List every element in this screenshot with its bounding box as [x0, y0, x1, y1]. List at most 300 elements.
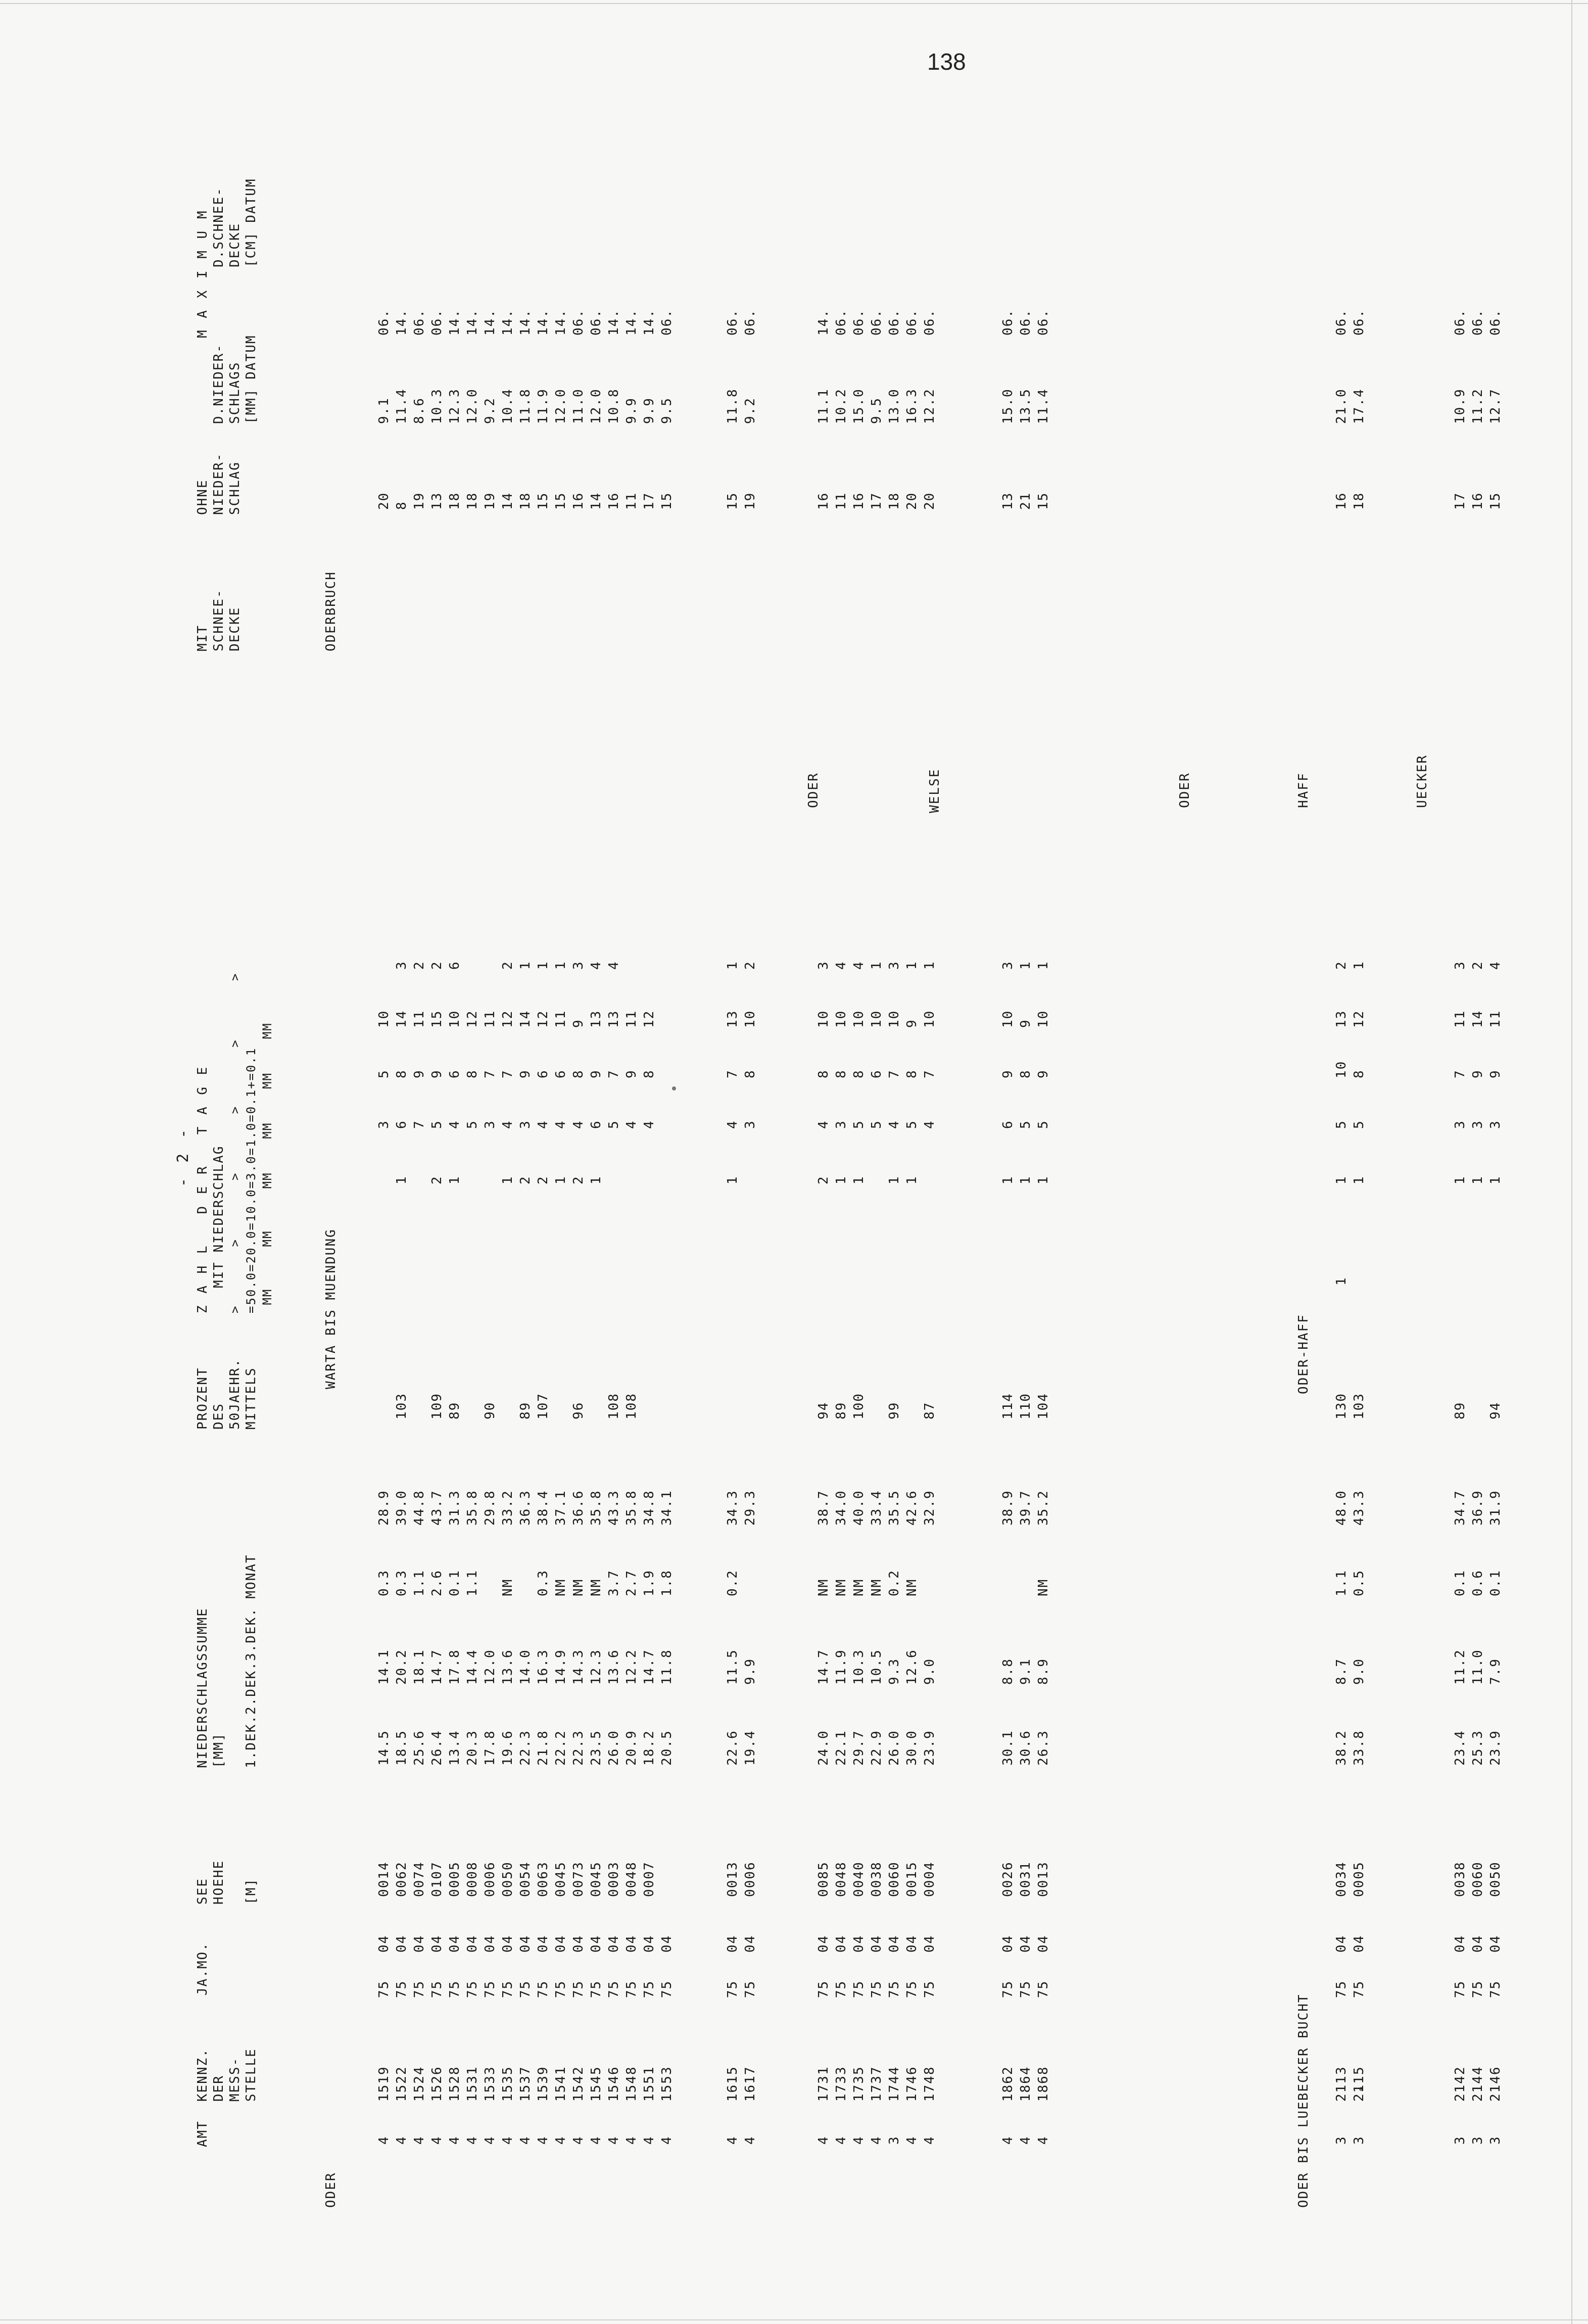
cell-kennz: 1533	[483, 2066, 498, 2102]
cell-ja: 75	[571, 1980, 586, 1998]
cell-t1: 8	[465, 1069, 480, 1078]
cell-d1: 23.5	[589, 1730, 604, 1766]
cell-see: 0062	[394, 1861, 409, 1897]
cell-amt: 4	[376, 2136, 392, 2145]
cell-mo: 04	[922, 1934, 937, 1953]
cell-t01: 9	[1018, 1019, 1033, 1028]
cell-tp: 3	[1000, 961, 1016, 970]
cell-tp: 2	[1334, 961, 1349, 970]
cell-t01: 11	[483, 1010, 498, 1028]
cell-see: 0004	[922, 1861, 937, 1897]
cell-amt: 4	[412, 2136, 427, 2145]
cell-d2: 11.8	[659, 1649, 675, 1685]
cell-d3: 2.7	[624, 1570, 639, 1596]
cell-t3: 6	[394, 1120, 409, 1129]
cell-amt: 3	[1334, 2136, 1349, 2145]
cell-d3: NM	[500, 1578, 515, 1596]
cell-kennz: 1539	[536, 2066, 551, 2102]
cell-monat: 34.0	[834, 1490, 849, 1526]
cell-mo: 04	[1018, 1934, 1033, 1953]
cell-d2: 14.7	[816, 1649, 831, 1685]
cell-maxnsd: 06.	[851, 309, 867, 336]
cell-amt: 4	[743, 2136, 758, 2145]
cell-ja: 75	[642, 1980, 657, 1998]
cell-t10: 1	[447, 1175, 462, 1184]
cell-ja: 75	[1000, 1980, 1016, 1998]
cell-maxnsd: 06.	[887, 309, 902, 336]
cell-t1: 8	[743, 1069, 758, 1078]
cell-maxns: 11.8	[725, 388, 740, 424]
cell-tp: 1	[1018, 961, 1033, 970]
cell-t1: 7	[606, 1069, 621, 1078]
cell-t01: 11	[624, 1010, 639, 1028]
cell-d3: 0.2	[887, 1570, 902, 1596]
cell-kennz: 1862	[1000, 2066, 1016, 2102]
cell-d2: 14.1	[376, 1649, 392, 1685]
table-row	[376, 0, 392, 2324]
cell-maxnsd: 06.	[1453, 309, 1468, 336]
cell-ohne: 18	[447, 492, 462, 510]
cell-t1: 9	[589, 1069, 604, 1078]
cell-mo: 04	[1470, 1934, 1485, 1953]
cell-kennz: 1735	[851, 2066, 867, 2102]
cell-see: 0003	[606, 1861, 621, 1897]
cell-maxnsd: 06.	[834, 309, 849, 336]
cell-t01: 14	[1470, 1010, 1485, 1028]
cell-monat: 40.0	[851, 1490, 867, 1526]
cell-amt: 4	[834, 2136, 849, 2145]
cell-mo: 04	[851, 1934, 867, 1953]
cell-ohne: 15	[553, 492, 568, 510]
cell-t3: 6	[1000, 1120, 1016, 1129]
cell-d1: 19.6	[500, 1730, 515, 1766]
cell-d1: 26.4	[429, 1730, 445, 1766]
table-row	[1000, 0, 1016, 2324]
cell-amt: 3	[1488, 2136, 1503, 2145]
cell-proz: 108	[624, 1393, 639, 1419]
cell-t1: 8	[816, 1069, 831, 1078]
cell-d3: NM	[869, 1578, 884, 1596]
cell-proz: 108	[606, 1393, 621, 1419]
cell-maxnsd: 06.	[1470, 309, 1485, 336]
cell-t1: 8	[904, 1069, 920, 1078]
cell-t10: 1	[394, 1175, 409, 1184]
cell-maxns: 10.8	[606, 388, 621, 424]
cell-tp: 3	[571, 961, 586, 970]
cell-t01: 11	[1453, 1010, 1468, 1028]
header-ohne-niederschlag: OHNE NIEDER- SCHLAG	[195, 452, 243, 515]
header-niederschlagssumme: NIEDERSCHLAGSSUMME [MM] 1.DEK.2.DEK.3.DEK. MONAT	[195, 1554, 259, 1768]
cell-d3: NM	[816, 1578, 831, 1596]
cell-t01: 9	[904, 1019, 920, 1028]
cell-t3: 5	[1036, 1120, 1051, 1129]
cell-proz: 110	[1018, 1393, 1033, 1419]
cell-d2: 12.3	[589, 1649, 604, 1685]
cell-d2: 8.8	[1000, 1658, 1016, 1685]
cell-maxns: 21.0	[1334, 388, 1349, 424]
header-jamo: JA.MO.	[195, 1942, 210, 1996]
cell-maxnsd: 06.	[1000, 309, 1016, 336]
cell-tp: 2	[412, 961, 427, 970]
cell-d2: 12.0	[483, 1649, 498, 1685]
cell-t01: 13	[725, 1010, 740, 1028]
cell-mo: 04	[1036, 1934, 1051, 1953]
cell-d3: NM	[1036, 1578, 1051, 1596]
cell-mo: 04	[834, 1934, 849, 1953]
cell-mo: 04	[376, 1934, 392, 1953]
cell-maxnsd: 06.	[904, 309, 920, 336]
cell-t3: 3	[483, 1120, 498, 1129]
cell-ja: 75	[536, 1980, 551, 1998]
cell-t1: 6	[536, 1069, 551, 1078]
cell-ja: 75	[624, 1980, 639, 1998]
table-row	[465, 0, 480, 2324]
cell-t3: 3	[1488, 1120, 1503, 1129]
cell-t1: 8	[834, 1069, 849, 1078]
cell-ohne: 16	[851, 492, 867, 510]
cell-ohne: 19	[743, 492, 758, 510]
cell-amt: 4	[500, 2136, 515, 2145]
cell-mo: 04	[553, 1934, 568, 1953]
cell-maxnsd: 14.	[518, 309, 533, 336]
cell-amt: 4	[447, 2136, 462, 2145]
cell-mo: 04	[1453, 1934, 1468, 1953]
cell-t1: 9	[1488, 1069, 1503, 1078]
cell-see: 0013	[725, 1861, 740, 1897]
cell-tp: 2	[1470, 961, 1485, 970]
cell-t01: 10	[887, 1010, 902, 1028]
cell-d1: 23.4	[1453, 1730, 1468, 1766]
cell-ja: 75	[1334, 1980, 1349, 1998]
cell-d2: 14.4	[465, 1649, 480, 1685]
cell-d3: NM	[553, 1578, 568, 1596]
cell-tp: 2	[743, 961, 758, 970]
cell-maxns: 12.3	[447, 388, 462, 424]
table-row	[1453, 0, 1468, 2324]
cell-see: 0074	[412, 1861, 427, 1897]
cell-t10: 2	[518, 1175, 533, 1184]
cell-ohne: 20	[922, 492, 937, 510]
cell-kennz: 1537	[518, 2066, 533, 2102]
cell-amt: 4	[1036, 2136, 1051, 2145]
header-maximum: M A X I M U M	[195, 209, 210, 338]
cell-ohne: 16	[816, 492, 831, 510]
cell-d1: 13.4	[447, 1730, 462, 1766]
cell-d2: 9.3	[887, 1658, 902, 1685]
cell-d2: 14.7	[642, 1649, 657, 1685]
cell-d2: 12.2	[624, 1649, 639, 1685]
cell-d3: NM	[834, 1578, 849, 1596]
cell-proz: 89	[447, 1401, 462, 1419]
table-row	[1334, 0, 1349, 2324]
cell-amt: 4	[816, 2136, 831, 2145]
cell-t3: 5	[869, 1120, 884, 1129]
cell-d2: 8.7	[1334, 1658, 1349, 1685]
cell-maxnsd: 06.	[589, 309, 604, 336]
cell-t1: 9	[624, 1069, 639, 1078]
cell-amt: 4	[869, 2136, 884, 2145]
cell-t10: 1	[589, 1175, 604, 1184]
cell-t01: 12	[500, 1010, 515, 1028]
cell-t1: 9	[518, 1069, 533, 1078]
cell-d2: 10.5	[869, 1649, 884, 1685]
cell-maxnsd: 06.	[1334, 309, 1349, 336]
cell-maxnsd: 14.	[500, 309, 515, 336]
cell-monat: 33.2	[500, 1490, 515, 1526]
cell-tp: 1	[725, 961, 740, 970]
cell-ohne: 15	[725, 492, 740, 510]
cell-t1: 9	[412, 1069, 427, 1078]
cell-t01: 10	[869, 1010, 884, 1028]
cell-ohne: 16	[1334, 492, 1349, 510]
cell-kennz: 1615	[725, 2066, 740, 2102]
cell-maxnsd: 06.	[922, 309, 937, 336]
cell-kennz: 1546	[606, 2066, 621, 2102]
cell-tp: 3	[1453, 961, 1468, 970]
table-row	[1036, 0, 1051, 2324]
cell-d2: 13.6	[500, 1649, 515, 1685]
cell-t10: 1	[904, 1175, 920, 1184]
cell-ja: 75	[1036, 1980, 1051, 1998]
cell-t3: 4	[536, 1120, 551, 1129]
cell-mo: 04	[743, 1934, 758, 1953]
cell-d3: 0.3	[394, 1570, 409, 1596]
cell-monat: 37.1	[553, 1490, 568, 1526]
cell-t1: 5	[376, 1069, 392, 1078]
cell-proz: 100	[851, 1393, 867, 1419]
cell-maxnsd: 06.	[412, 309, 427, 336]
cell-amt: 4	[1000, 2136, 1016, 2145]
cell-see: 0048	[834, 1861, 849, 1897]
cell-maxns: 11.0	[571, 388, 586, 424]
cell-maxns: 9.9	[642, 397, 657, 424]
cell-see: 0026	[1000, 1861, 1016, 1897]
cell-maxnsd: 14.	[447, 309, 462, 336]
cell-ohne: 17	[642, 492, 657, 510]
cell-ohne: 17	[1453, 492, 1468, 510]
cell-d1: 21.8	[536, 1730, 551, 1766]
cell-ohne: 21	[1018, 492, 1033, 510]
cell-t3: 6	[589, 1120, 604, 1129]
cell-maxnsd: 14.	[606, 309, 621, 336]
cell-ohne: 15	[1488, 492, 1503, 510]
cell-amt: 4	[1018, 2136, 1033, 2145]
cell-kennz: 1746	[904, 2066, 920, 2102]
cell-maxns: 10.2	[834, 388, 849, 424]
cell-kennz: 1535	[500, 2066, 515, 2102]
cell-see: 0013	[1036, 1861, 1051, 1897]
cell-maxns: 11.4	[394, 388, 409, 424]
cell-kennz: 1548	[624, 2066, 639, 2102]
table-row	[412, 0, 427, 2324]
cell-monat: 29.8	[483, 1490, 498, 1526]
cell-maxns: 12.0	[465, 388, 480, 424]
table-row	[869, 0, 884, 2324]
cell-t1: 7	[922, 1069, 937, 1078]
cell-d2: 9.0	[1352, 1658, 1367, 1685]
cell-maxnsd: 14.	[483, 309, 498, 336]
cell-ja: 75	[869, 1980, 884, 1998]
cell-d1: 22.9	[869, 1730, 884, 1766]
cell-t3: 4	[553, 1120, 568, 1129]
cell-ohne: 14	[589, 492, 604, 510]
table-row	[500, 0, 515, 2324]
cell-tp: 2	[429, 961, 445, 970]
cell-t3: 5	[465, 1120, 480, 1129]
page-marker: - 2 -	[174, 1126, 192, 1187]
cell-d3: 1.9	[642, 1570, 657, 1596]
cell-mo: 04	[606, 1934, 621, 1953]
cell-d1: 30.1	[1000, 1730, 1016, 1766]
cell-t3: 3	[1453, 1120, 1468, 1129]
cell-t50: 1	[1334, 1276, 1349, 1286]
cell-d1: 26.3	[1036, 1730, 1051, 1766]
cell-amt: 3	[1453, 2136, 1468, 2145]
cell-maxns: 12.0	[589, 388, 604, 424]
cell-see: 0048	[624, 1861, 639, 1897]
table-row	[624, 0, 639, 2324]
cell-kennz: 1531	[465, 2066, 480, 2102]
cell-ohne: 11	[834, 492, 849, 510]
cell-t01: 10	[922, 1010, 937, 1028]
cell-maxnsd: 14.	[536, 309, 551, 336]
cell-see: 0006	[483, 1861, 498, 1897]
cell-amt: 4	[483, 2136, 498, 2145]
section-label: HAFF	[1296, 772, 1311, 808]
cell-proz: 109	[429, 1393, 445, 1419]
cell-tp: 1	[869, 961, 884, 970]
cell-kennz: 1737	[869, 2066, 884, 2102]
cell-ja: 75	[465, 1980, 480, 1998]
cell-mo: 04	[816, 1934, 831, 1953]
cell-see: 0038	[869, 1861, 884, 1897]
cell-ja: 75	[725, 1980, 740, 1998]
section-label: ODER-HAFF	[1296, 1314, 1311, 1394]
cell-d2: 9.9	[743, 1658, 758, 1685]
cell-t3: 3	[376, 1120, 392, 1129]
cell-t3: 5	[606, 1120, 621, 1129]
cell-d3: 0.3	[536, 1570, 551, 1596]
cell-maxns: 9.9	[624, 397, 639, 424]
cell-d2: 9.1	[1018, 1658, 1033, 1685]
cell-kennz: 1553	[659, 2066, 675, 2102]
cell-kennz: 1617	[743, 2066, 758, 2102]
cell-t10: 1	[1488, 1175, 1503, 1184]
cell-maxns: 13.0	[887, 388, 902, 424]
cell-maxns: 12.7	[1488, 388, 1503, 424]
cell-t01: 13	[589, 1010, 604, 1028]
cell-d1: 18.2	[642, 1730, 657, 1766]
cell-see: 0040	[851, 1861, 867, 1897]
cell-kennz: 1733	[834, 2066, 849, 2102]
cell-t1: 6	[447, 1069, 462, 1078]
cell-t01: 13	[606, 1010, 621, 1028]
cell-kennz: 1519	[376, 2066, 392, 2102]
cell-see: 0050	[1488, 1861, 1503, 1897]
cell-see: 0038	[1453, 1861, 1468, 1897]
cell-t01: 12	[642, 1010, 657, 1028]
cell-maxns: 9.5	[659, 397, 675, 424]
table-row	[606, 0, 621, 2324]
cell-kennz: 1526	[429, 2066, 445, 2102]
cell-d1: 26.0	[606, 1730, 621, 1766]
cell-maxns: 10.9	[1453, 388, 1468, 424]
cell-t1: 8	[851, 1069, 867, 1078]
cell-ja: 75	[1488, 1980, 1503, 1998]
cell-monat: 43.3	[606, 1490, 621, 1526]
cell-ja: 75	[553, 1980, 568, 1998]
table-row	[429, 0, 445, 2324]
cell-t01: 10	[376, 1010, 392, 1028]
cell-monat: 34.8	[642, 1490, 657, 1526]
cell-t3: 4	[922, 1120, 937, 1129]
cell-monat: 39.0	[394, 1490, 409, 1526]
cell-monat: 38.9	[1000, 1490, 1016, 1526]
cell-proz: 89	[1453, 1401, 1468, 1419]
cell-maxnsd: 14.	[465, 309, 480, 336]
cell-proz: 103	[1352, 1393, 1367, 1419]
cell-monat: 39.7	[1018, 1490, 1033, 1526]
cell-maxns: 10.3	[429, 388, 445, 424]
cell-ja: 75	[447, 1980, 462, 1998]
cell-monat: 35.8	[624, 1490, 639, 1526]
cell-d2: 14.0	[518, 1649, 533, 1685]
cell-d1: 30.6	[1018, 1730, 1033, 1766]
cell-monat: 35.5	[887, 1490, 902, 1526]
cell-kennz: 1522	[394, 2066, 409, 2102]
cell-d1: 19.4	[743, 1730, 758, 1766]
cell-proz: 99	[887, 1401, 902, 1419]
cell-maxnsd: 06.	[1352, 309, 1367, 336]
table-row	[725, 0, 740, 2324]
cell-d2: 14.9	[553, 1649, 568, 1685]
cell-maxns: 16.3	[904, 388, 920, 424]
cell-maxns: 10.4	[500, 388, 515, 424]
cell-mo: 04	[887, 1934, 902, 1953]
cell-ja: 75	[887, 1980, 902, 1998]
table-row	[1470, 0, 1485, 2324]
cell-monat: 36.6	[571, 1490, 586, 1526]
cell-ja: 75	[851, 1980, 867, 1998]
cell-t10: 1	[1000, 1175, 1016, 1184]
cell-maxns: 9.5	[869, 397, 884, 424]
cell-kennz: 1528	[447, 2066, 462, 2102]
header-prozent: PROZENT DES 50JAEHR. MITTELS	[195, 1358, 259, 1430]
cell-t3: 3	[834, 1120, 849, 1129]
section-label: UECKER	[1415, 754, 1430, 808]
cell-maxns: 12.0	[553, 388, 568, 424]
cell-monat: 38.4	[536, 1490, 551, 1526]
cell-t3: 5	[1352, 1120, 1367, 1129]
cell-maxns: 8.6	[412, 397, 427, 424]
cell-tp: 1	[518, 961, 533, 970]
cell-kennz: 1551	[642, 2066, 657, 2102]
cell-t1: 7	[725, 1069, 740, 1078]
cell-t10: 2	[536, 1175, 551, 1184]
cell-t1: 8	[571, 1069, 586, 1078]
cell-see: 0073	[571, 1861, 586, 1897]
cell-t01: 10	[447, 1010, 462, 1028]
cell-proz: 104	[1036, 1393, 1051, 1419]
cell-tp: 3	[394, 961, 409, 970]
section-label: ODER	[806, 772, 821, 808]
cell-proz: 89	[518, 1401, 533, 1419]
cell-d3: 0.2	[725, 1570, 740, 1596]
cell-t01: 11	[553, 1010, 568, 1028]
cell-d2: 9.0	[922, 1658, 937, 1685]
cell-proz: 94	[1488, 1401, 1503, 1419]
cell-ja: 75	[1470, 1980, 1485, 1998]
